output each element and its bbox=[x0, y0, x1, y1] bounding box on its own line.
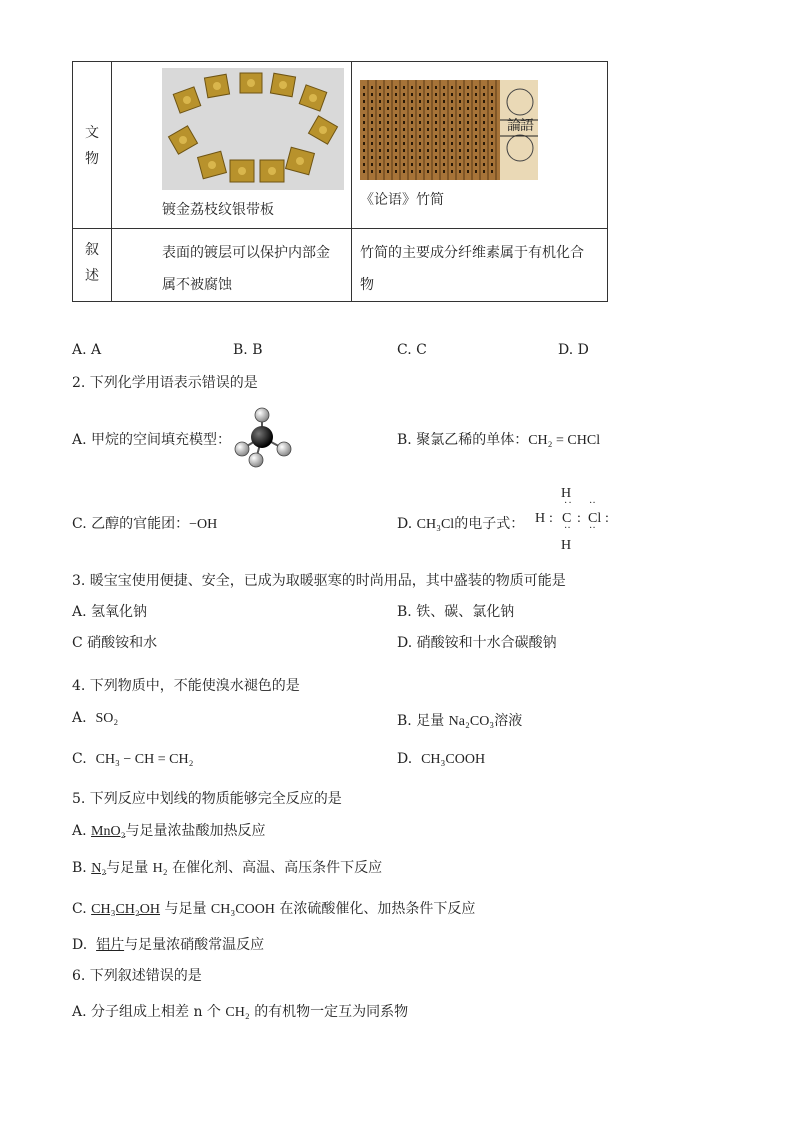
q1-option-a[interactable]: A. A bbox=[72, 342, 102, 358]
relic1-cell bbox=[112, 62, 352, 229]
q4-option-d[interactable]: D. CH₃COOH bbox=[397, 751, 486, 767]
table-header-description: 叙述 bbox=[73, 229, 112, 302]
relic2-description-cell bbox=[352, 229, 608, 302]
q3-option-c[interactable]: C 硝酸铵和水 bbox=[72, 635, 158, 651]
q2-option-c[interactable]: C. 乙醇的官能团：−OH bbox=[72, 516, 218, 532]
relic2-description: 竹简的主要成分纤维素属于有机化合物 bbox=[360, 245, 584, 293]
q3-option-d[interactable]: D. 硝酸铵和十水合碳酸钠 bbox=[397, 635, 557, 651]
svg-text:論: 論 bbox=[507, 118, 521, 134]
q1-option-d[interactable]: D. D bbox=[558, 342, 589, 358]
q5-option-c[interactable]: C. CH₃CH₂OH 与足量 CH₃COOH 在浓硫酸催化、加热条件下反应 bbox=[72, 901, 476, 917]
relic1-caption: 镀金荔枝纹银带板 bbox=[162, 202, 274, 218]
q1-option-c[interactable]: C. C bbox=[397, 342, 427, 358]
q4-stem: 4. 下列物质中，不能使溴水褪色的是 bbox=[72, 678, 300, 694]
q5-stem: 5. 下列反应中划线的物质能够完全反应的是 bbox=[72, 791, 342, 807]
q4-option-b[interactable]: B. 足量 Na₂CO₃溶液 bbox=[397, 713, 523, 729]
lewis-structure: H ·· H : C : ·· Cl ·· : ·· H bbox=[535, 486, 609, 553]
chloromethane-formula: CH₃Cl bbox=[416, 517, 455, 532]
q6-stem: 6. 下列叙述错误的是 bbox=[72, 968, 202, 984]
q3-option-a[interactable]: A. 氢氧化钠 bbox=[72, 604, 148, 620]
q5-option-a[interactable]: A. MnO₂与足量浓盐酸加热反应 bbox=[72, 823, 266, 839]
hydroxyl-formula: −OH bbox=[189, 517, 218, 532]
q1-option-b[interactable]: B. B bbox=[233, 342, 263, 358]
q5-option-d[interactable]: D. 铝片与足量浓硝酸常温反应 bbox=[72, 937, 265, 953]
table-header-relic: 文物 bbox=[73, 62, 112, 229]
q4-option-c[interactable]: C. CH₃ − CH = CH₂ bbox=[72, 751, 194, 767]
q2-stem: 2. 下列化学用语表示错误的是 bbox=[72, 375, 258, 391]
relic1-description-cell bbox=[112, 229, 352, 302]
relic-table bbox=[72, 61, 608, 302]
silver-belt-plaque-image bbox=[162, 68, 344, 190]
q2-option-b[interactable]: B. 聚氯乙稀的单体：CH₂ = CHCl bbox=[397, 432, 601, 448]
relic2-caption: 《论语》竹简 bbox=[360, 192, 444, 208]
svg-text:語: 語 bbox=[520, 118, 534, 134]
vinyl-chloride-formula: CH₂ = CHCl bbox=[528, 433, 601, 448]
q4-option-a[interactable]: A. SO₂ bbox=[72, 710, 119, 726]
methane-model-icon bbox=[232, 405, 296, 469]
bamboo-slips-image bbox=[360, 80, 538, 180]
q5-option-b[interactable]: B. N₂与足量 H₂ 在催化剂、高温、高压条件下反应 bbox=[72, 860, 383, 876]
q3-stem: 3. 暖宝宝使用便捷、安全，已成为取暖驱寒的时尚用品，其中盛装的物质可能是 bbox=[72, 573, 566, 589]
relic2-cell bbox=[352, 62, 608, 229]
q6-option-a[interactable]: A. 分子组成上相差 n 个 CH₂ 的有机物一定互为同系物 bbox=[72, 1004, 409, 1020]
q2-option-a[interactable]: A. 甲烷的空间填充模型： bbox=[72, 432, 232, 448]
q3-option-b[interactable]: B. 铁、碳、氯化钠 bbox=[397, 604, 515, 620]
relic1-description: 表面的镀层可以保护内部金属不被腐蚀 bbox=[162, 245, 330, 293]
q2-option-d[interactable]: D. CH₃Cl的电子式： bbox=[397, 516, 525, 532]
